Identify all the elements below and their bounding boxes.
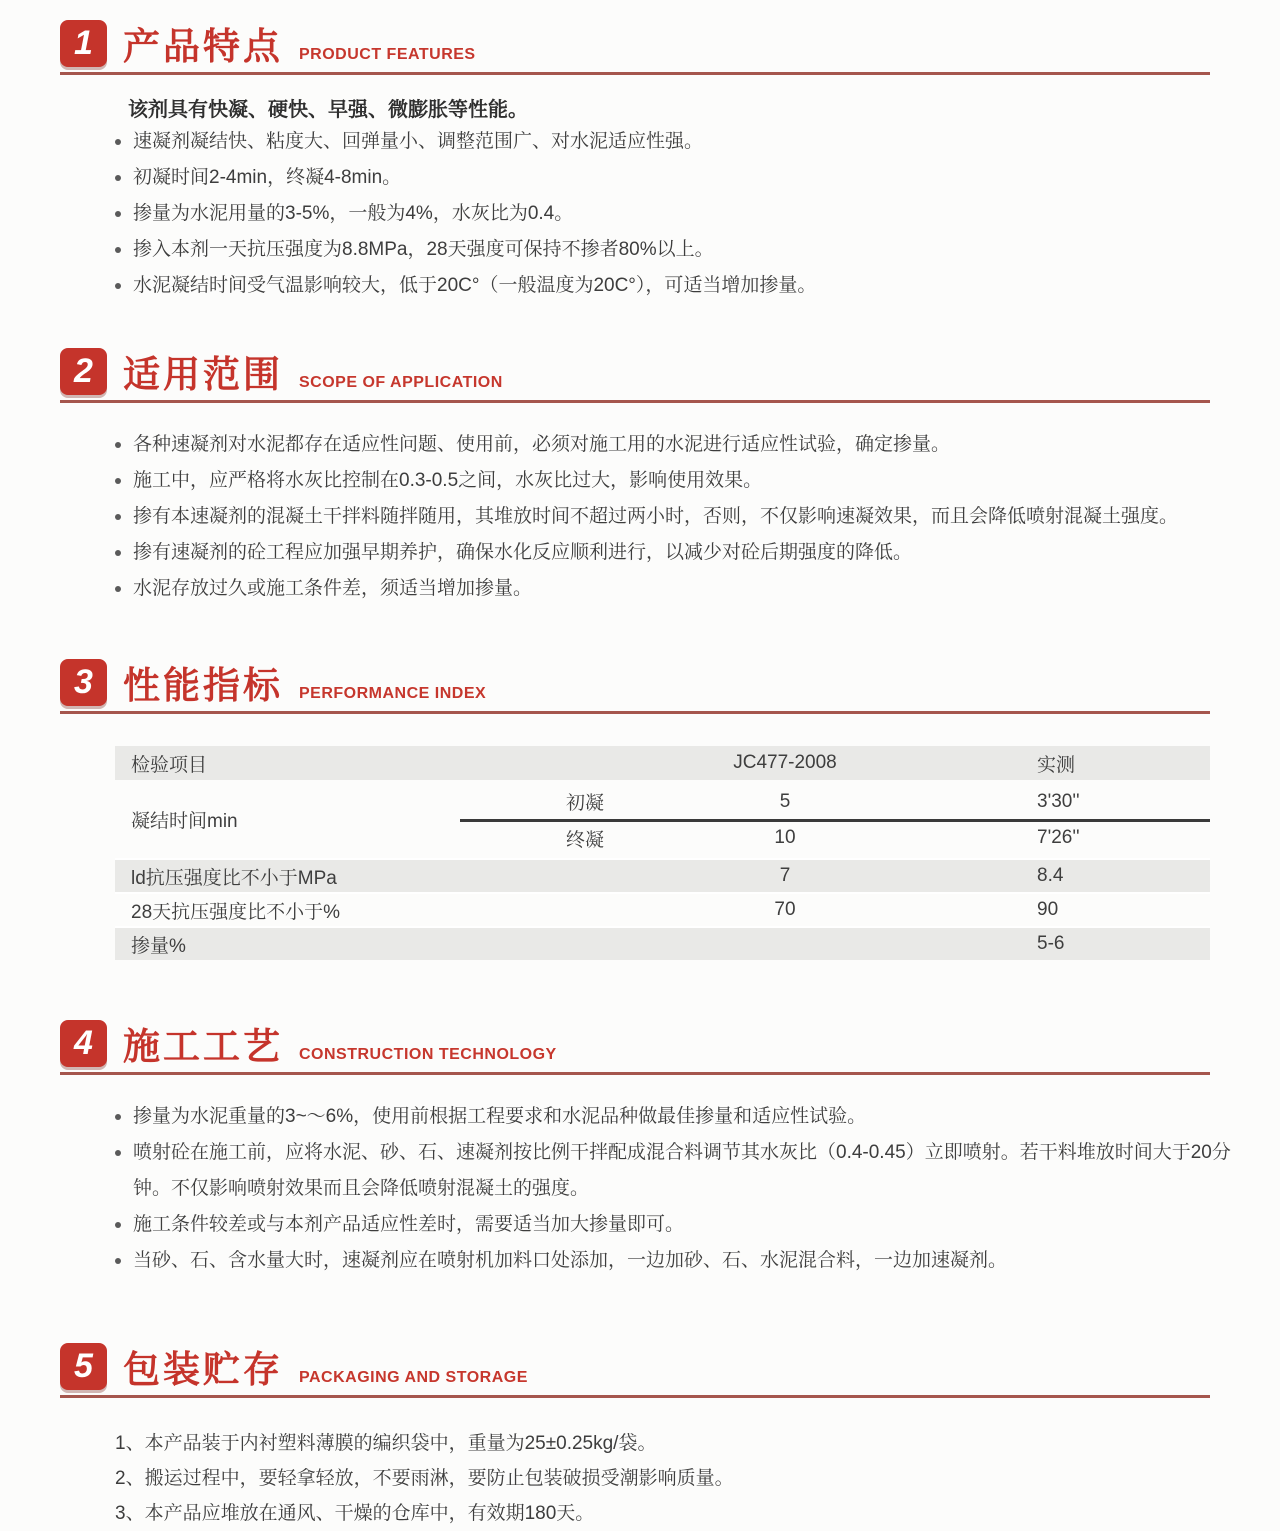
section-title-zh: 产品特点 xyxy=(123,26,283,68)
section-number-badge: 2 xyxy=(60,348,107,395)
cell-standard: 5 xyxy=(779,790,791,812)
list-item: 施工中，应严格将水灰比控制在0.3-0.5之间，水灰比过大，影响使用效果。 xyxy=(112,463,1187,499)
section-number-badge: 1 xyxy=(60,20,107,67)
cell-standard: 70 xyxy=(774,899,796,920)
section-header xyxy=(60,1343,1210,1398)
cell-label: 掺量% xyxy=(131,935,186,957)
section-header xyxy=(60,659,1210,714)
section-title-zh: 性能指标 xyxy=(123,665,283,707)
section-product-features xyxy=(60,20,1210,304)
list-item: 施工条件较差或与本剂产品适应性差时，需要适当加大掺量即可。 xyxy=(112,1207,1237,1243)
cell-label: ld抗压强度比不小于MPa xyxy=(131,867,337,889)
list-item: 初凝时间2-4min，终凝4-8min。 xyxy=(112,160,1187,196)
list-item: 掺量为水泥用量的3-5%，一般为4%，水灰比为0.4。 xyxy=(112,196,1187,232)
scope-list xyxy=(112,427,1187,607)
cell-sub: 初凝 xyxy=(565,793,604,814)
header-standard: JC477-2008 xyxy=(733,752,837,773)
table-row xyxy=(460,819,1210,854)
section-title-en: PRODUCT FEATURES xyxy=(299,46,476,63)
section-title-zh: 施工工艺 xyxy=(123,1026,283,1068)
section-title-en: PERFORMANCE INDEX xyxy=(299,685,487,702)
section-title-zh: 包装贮存 xyxy=(123,1349,283,1391)
cell-standard: 7 xyxy=(779,865,791,886)
section-number-badge: 4 xyxy=(60,1020,107,1067)
list-item: 各种速凝剂对水泥都存在适应性问题、使用前，必须对施工用的水泥进行适应性试验，确定掺量。 xyxy=(112,427,1187,463)
features-list xyxy=(112,124,1187,304)
section-title-zh: 适用范围 xyxy=(123,354,283,396)
section-title-en: CONSTRUCTION TECHNOLOGY xyxy=(299,1046,557,1063)
section-header xyxy=(60,1020,1210,1075)
table-row xyxy=(115,858,1210,892)
section-number-badge: 5 xyxy=(60,1343,107,1390)
list-item: 掺量为水泥重量的3~～6%，使用前根据工程要求和水泥品种做最佳掺量和适应性试验。 xyxy=(112,1099,1237,1135)
cell-sub: 终凝 xyxy=(565,829,604,851)
cell-standard: 10 xyxy=(774,827,796,848)
list-item: 速凝剂凝结快、粘度大、回弹量小、调整范围广、对水泥适应性强。 xyxy=(112,124,1187,160)
section-performance-index xyxy=(60,659,1210,960)
list-item: 掺有速凝剂的砼工程应加强早期养护，确保水化反应顺利进行，以减少对砼后期强度的降低。 xyxy=(112,535,1187,571)
section-title-en: SCOPE OF APPLICATION xyxy=(299,374,503,391)
setting-time-rows xyxy=(460,784,1210,854)
table-header-row xyxy=(115,746,1210,780)
list-item: 3、本产品应堆放在通风、干燥的仓库中，有效期180天。 xyxy=(115,1503,595,1524)
table-row xyxy=(115,892,1210,926)
features-intro: 该剂具有快凝、硬快、早强、微膨胀等性能。 xyxy=(128,99,528,121)
cell-measured: 8.4 xyxy=(1037,865,1064,886)
list-item: 水泥存放过久或施工条件差，须适当增加掺量。 xyxy=(112,571,1187,607)
list-item: 喷射砼在施工前，应将水泥、砂、石、速凝剂按比例干拌配成混合料调节其水灰比（0.4-0.45）立即喷射。若干料堆放时间大于20分钟。不仅影响喷射效果而且会降低喷射混凝土的强度。 xyxy=(112,1135,1237,1207)
cell-measured: 5-6 xyxy=(1037,933,1065,954)
section-scope-of-application xyxy=(60,348,1210,607)
section-construction-technology xyxy=(60,1020,1231,1279)
list-item: 当砂、石、含水量大时，速凝剂应在喷射机加料口处添加，一边加砂、石、水泥混合料，一边加速凝剂。 xyxy=(112,1243,1237,1279)
list-item: 1、本产品装于内衬塑料薄膜的编织袋中，重量为25±0.25kg/袋。 xyxy=(115,1433,657,1454)
section-packaging-storage xyxy=(60,1343,1210,1531)
table-row xyxy=(460,784,1210,819)
section-number-badge: 3 xyxy=(60,659,107,706)
packaging-list xyxy=(115,1426,1210,1531)
table-row xyxy=(115,926,1210,960)
construction-list xyxy=(112,1099,1237,1279)
list-item: 水泥凝结时间受气温影响较大，低于20C°（一般温度为20C°），可适当增加掺量。 xyxy=(112,268,1187,304)
list-item: 掺入本剂一天抗压强度为8.8MPa，28天强度可保持不掺者80%以上。 xyxy=(112,232,1187,268)
section-header xyxy=(60,20,1210,75)
list-item: 掺有本速凝剂的混凝土干拌料随拌随用，其堆放时间不超过两小时，否则，不仅影响速凝效果，而且会降低喷射混凝土强度。 xyxy=(112,499,1187,535)
header-item: 检验项目 xyxy=(131,754,208,776)
setting-time-label: 凝结时间min xyxy=(131,810,238,832)
setting-time-block xyxy=(115,780,1210,858)
cell-measured: 7'26'' xyxy=(1037,827,1080,848)
header-measured: 实测 xyxy=(1037,754,1076,776)
cell-measured: 3'30'' xyxy=(1037,790,1080,812)
performance-table xyxy=(115,746,1210,960)
section-header xyxy=(60,348,1210,403)
cell-label: 28天抗压强度比不小于% xyxy=(131,901,341,923)
cell-measured: 90 xyxy=(1037,899,1059,920)
section-title-en: PACKAGING AND STORAGE xyxy=(299,1369,528,1386)
list-item: 2、搬运过程中，要轻拿轻放，不要雨淋，要防止包装破损受潮影响质量。 xyxy=(115,1468,734,1489)
